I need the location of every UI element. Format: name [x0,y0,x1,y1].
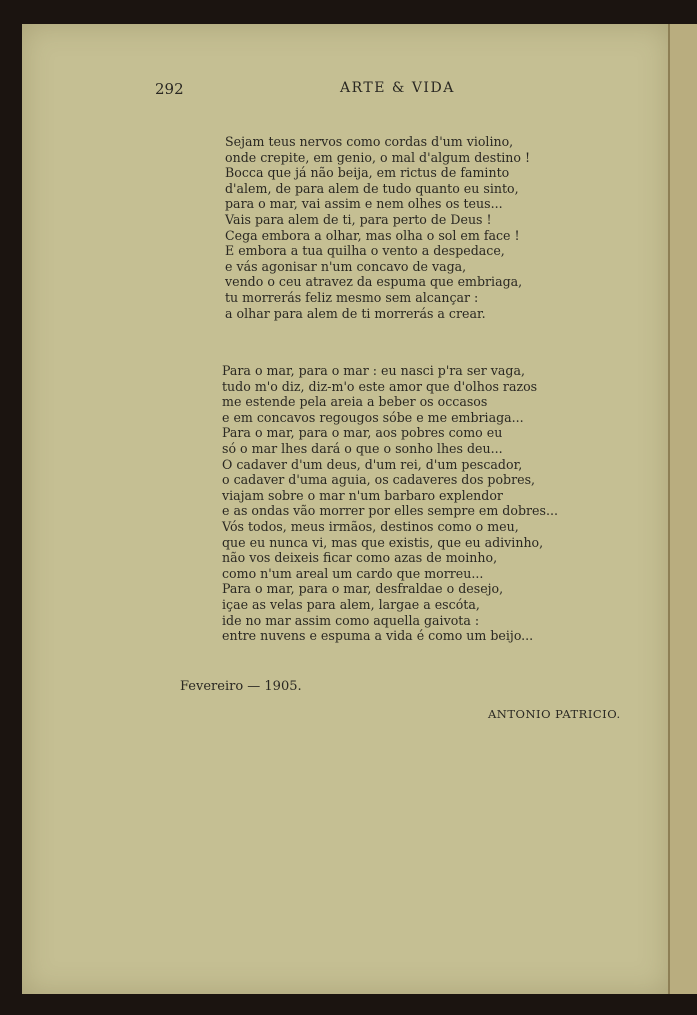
poem-line: Sejam teus nervos como cordas d'um violino, [225,134,514,149]
poem-line: ide no mar assim como aquella gaivota : [222,612,480,628]
poem-line: içae as velas para alem, largae a escóta, [222,596,480,612]
poem-stanza-2 [222,363,558,644]
poem-date: Fevereiro — 1905. [180,679,302,694]
poem-line: d'alem, de para alem de tudo quanto eu sinto, [225,180,519,196]
poem-line: Vais para alem de ti, para perto de Deus ! [225,211,492,227]
author-signature: ANTONIO PATRICIO. [488,707,621,721]
poem-line: para o mar, vai assim e nem olhes os teus... [225,196,503,212]
poem-line: só o mar lhes dará o que o sonho lhes deu... [222,440,503,456]
poem-line: Vós todos, meus irmãos, destinos como o meu, [222,518,519,534]
poem-line: tu morrerás feliz mesmo sem alcançar : [225,289,479,305]
poem-line: o cadaver d'uma aguia, os cadaveres dos pobres, [222,472,536,488]
poem-line: Para o mar, para o mar : eu nasci p'ra ser vaga, [222,363,525,378]
poem-line: entre nuvens e espuma a vida é como um beijo... [222,628,534,644]
poem-line: e as ondas vão morrer por elles sempre em dobres... [222,503,558,519]
poem-line: tudo m'o diz, diz-m'o este amor que d'olhos razos [222,378,538,394]
poem-line: Cega embora a olhar, mas olha o sol em face ! [225,227,520,243]
poem-stanza-1 [225,134,530,321]
page-number: 292 [155,80,184,98]
poem-line: Para o mar, para o mar, aos pobres como eu [222,425,503,441]
poem-line: Bocca que já não beija, em rictus de faminto [225,165,510,181]
facing-page-edge [668,24,697,994]
poem-line: E embora a tua quilha o vento a despedace, [225,243,505,259]
poem-line: como n'um areal um cardo que morreu... [222,565,484,581]
running-title: ARTE & VIDA [340,80,455,96]
poem-line: não vos deixeis ficar como azas de moinho, [222,550,498,566]
poem-line: onde crepite, em genio, o mal d'algum destino ! [225,149,531,165]
poem-line: Para o mar, para o mar, desfraldae o desejo, [222,581,504,597]
poem-line: a olhar para alem de ti morrerás a crear. [225,305,486,321]
poem-line: e em concavos regougos sóbe e me embriaga... [222,409,524,425]
poem-line: e vás agonisar n'um concavo de vaga, [225,258,467,274]
poem-line: O cadaver d'um deus, d'um rei, d'um pescador, [222,456,523,472]
poem-line: vendo o ceu atravez da espuma que embriaga, [225,274,523,290]
poem-line: que eu nunca vi, mas que existis, que eu adivinho, [222,534,544,550]
poem-line: me estende pela areia a beber os occasos [222,394,488,410]
poem-line: viajam sobre o mar n'um barbaro explendor [222,487,503,503]
